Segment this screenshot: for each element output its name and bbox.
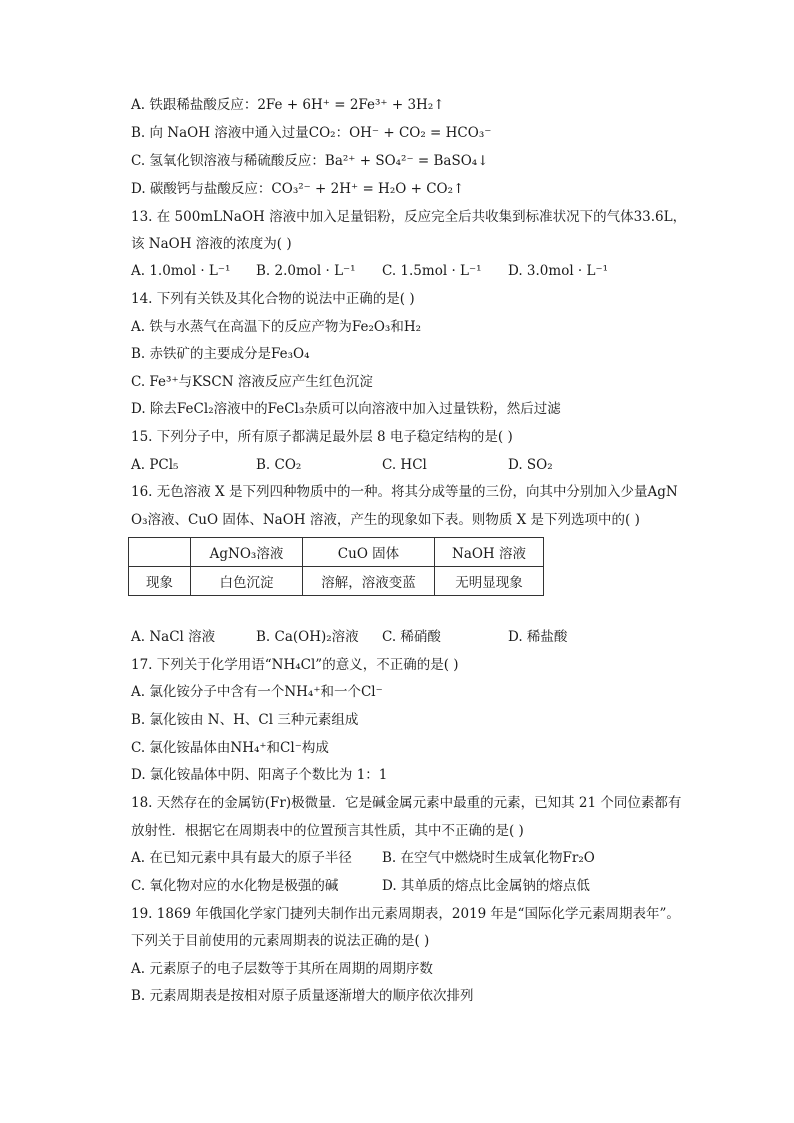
q16-option-b: B. Ca(OH)₂溶液 xyxy=(256,629,359,645)
q17-option-a: A. 氯化铵分子中含有一个NH₄⁺和一个Cl⁻ xyxy=(131,684,383,700)
q12-option-c: C. 氢氧化钡溶液与稀硫酸反应：Ba²⁺ + SO₄²⁻ = BaSO₄↓ xyxy=(131,153,489,169)
q17-option-b: B. 氯化铵由 N、H、Cl 三种元素组成 xyxy=(131,712,359,728)
q13-option-a: A. 1.0mol · L⁻¹ xyxy=(131,263,231,279)
q13-option-b: B. 2.0mol · L⁻¹ xyxy=(256,263,356,279)
table-cell: 溶解，溶液变蓝 xyxy=(303,567,435,596)
table-cell: 白色沉淀 xyxy=(191,567,303,596)
table-header-cell xyxy=(129,538,191,567)
q16-stem-line1: 16. 无色溶液 X 是下列四种物质中的一种。将其分成等量的三份，向其中分别加入少量AgN xyxy=(131,484,678,500)
q16-stem-line2: O₃溶液、CuO 固体、NaOH 溶液，产生的现象如下表。则物质 X 是下列选项中的( ) xyxy=(131,512,640,528)
q14-option-a: A. 铁与水蒸气在高温下的反应产物为Fe₂O₃和H₂ xyxy=(131,319,422,335)
q12-option-b: B. 向 NaOH 溶液中通入过量CO₂：OH⁻ + CO₂ = HCO₃⁻ xyxy=(131,125,492,141)
q15-stem: 15. 下列分子中，所有原子都满足最外层 8 电子稳定结构的是( ) xyxy=(131,429,513,445)
q18-stem-line2: 放射性．根据它在周期表中的位置预言其性质，其中不正确的是( ) xyxy=(131,823,524,839)
q12-option-d: D. 碳酸钙与盐酸反应：CO₃²⁻ + 2H⁺ = H₂O + CO₂↑ xyxy=(131,181,465,197)
q17-option-d: D. 氯化铵晶体中阴、阳离子个数比为 1：1 xyxy=(131,767,388,783)
q13-option-c: C. 1.5mol · L⁻¹ xyxy=(382,263,482,279)
q15-option-c: C. HCl xyxy=(382,457,427,473)
q16-option-d: D. 稀盐酸 xyxy=(508,629,568,645)
q13-option-d: D. 3.0mol · L⁻¹ xyxy=(508,263,609,279)
q16-observation-table xyxy=(128,537,544,596)
q14-stem: 14. 下列有关铁及其化合物的说法中正确的是( ) xyxy=(131,291,415,307)
q15-option-a: A. PCl₅ xyxy=(131,457,179,473)
q14-option-c: C. Fe³⁺与KSCN 溶液反应产生红色沉淀 xyxy=(131,374,373,390)
q19-option-b: B. 元素周期表是按相对原子质量逐渐增大的顺序依次排列 xyxy=(131,988,474,1004)
q18-option-a: A. 在已知元素中具有最大的原子半径 xyxy=(131,850,352,866)
q13-stem-line2: 该 NaOH 溶液的浓度为( ) xyxy=(131,236,292,252)
q14-option-b: B. 赤铁矿的主要成分是Fe₃O₄ xyxy=(131,346,310,362)
q15-option-b: B. CO₂ xyxy=(256,457,302,473)
q19-stem-line1: 19. 1869 年俄国化学家门捷列夫制作出元素周期表，2019 年是“国际化学元素周期表年”。 xyxy=(131,906,680,922)
table-header-cell: NaOH 溶液 xyxy=(435,538,544,567)
q16-option-a: A. NaCl 溶液 xyxy=(131,629,216,645)
q19-stem-line2: 下列关于目前使用的元素周期表的说法正确的是( ) xyxy=(131,933,430,949)
q18-option-c: C. 氧化物对应的水化物是极强的碱 xyxy=(131,878,339,894)
table-cell: 无明显现象 xyxy=(435,567,544,596)
q18-option-b: B. 在空气中燃烧时生成氧化物Fr₂O xyxy=(382,850,595,866)
q15-option-d: D. SO₂ xyxy=(508,457,553,473)
table-row xyxy=(129,567,544,596)
table-header-row xyxy=(129,538,544,567)
q17-option-c: C. 氯化铵晶体由NH₄⁺和Cl⁻构成 xyxy=(131,740,329,756)
q17-stem: 17. 下列关于化学用语“NH₄Cl”的意义，不正确的是( ) xyxy=(131,657,459,673)
table-cell: 现象 xyxy=(129,567,191,596)
q18-stem-line1: 18. 天然存在的金属钫(Fr)极微量．它是碱金属元素中最重的元素，已知其 21 个同位素都有 xyxy=(131,795,682,811)
q18-option-d: D. 其单质的熔点比金属钠的熔点低 xyxy=(382,878,590,894)
table-header-cell: CuO 固体 xyxy=(303,538,435,567)
q19-option-a: A. 元素原子的电子层数等于其所在周期的周期序数 xyxy=(131,961,433,977)
table-header-cell: AgNO₃溶液 xyxy=(191,538,303,567)
q13-stem-line1: 13. 在 500mLNaOH 溶液中加入足量铝粉，反应完全后共收集到标准状况下的气体33.6L， xyxy=(131,209,687,225)
q12-option-a: A. 铁跟稀盐酸反应：2Fe + 6H⁺ = 2Fe³⁺ + 3H₂↑ xyxy=(131,97,445,113)
q16-option-c: C. 稀硝酸 xyxy=(382,629,441,645)
q14-option-d: D. 除去FeCl₂溶液中的FeCl₃杂质可以向溶液中加入过量铁粉，然后过滤 xyxy=(131,401,561,417)
